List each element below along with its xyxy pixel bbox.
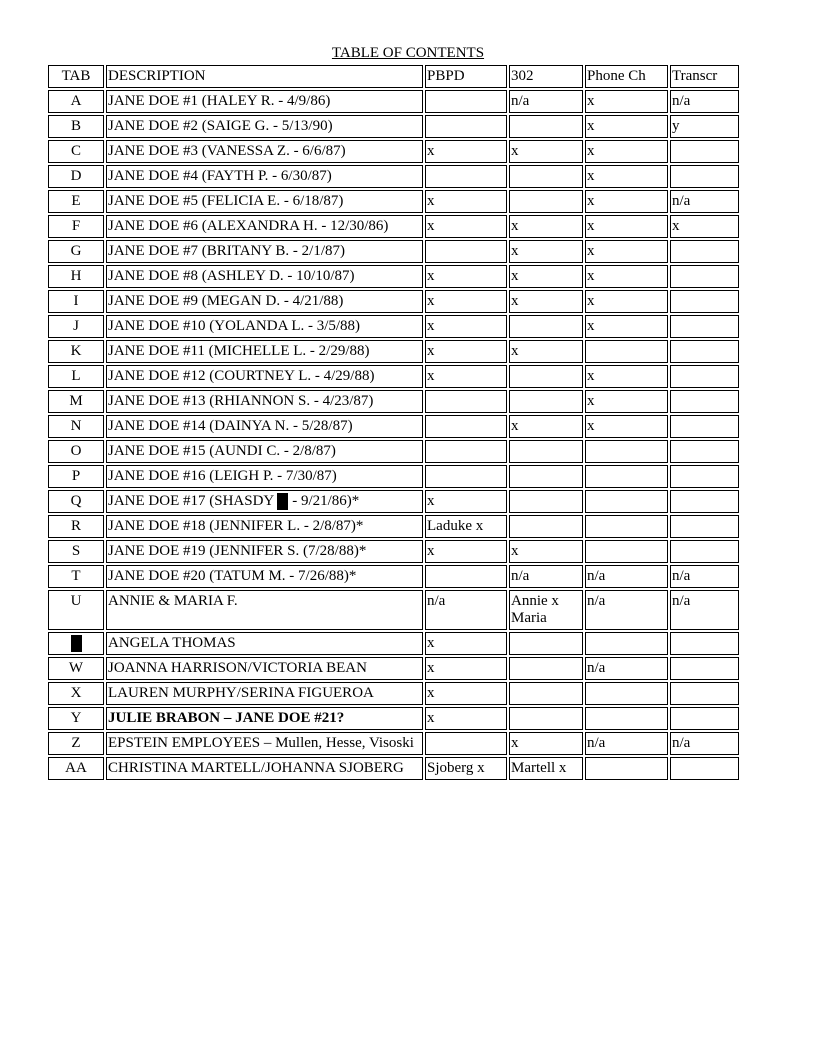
302-cell: x [509, 215, 583, 238]
description-cell: JANE DOE #14 (DAINYA N. - 5/28/87) [106, 415, 423, 438]
table-row [48, 707, 739, 730]
302-cell-line-1: Annie x [511, 593, 559, 609]
table-row [48, 115, 739, 138]
table-row [48, 415, 739, 438]
302-cell [509, 115, 583, 138]
pbpd-cell [425, 440, 507, 463]
transcr-cell [670, 632, 739, 655]
phone-cell [585, 465, 668, 488]
transcr-cell: n/a [670, 190, 739, 213]
description-cell: ANGELA THOMAS [106, 632, 423, 655]
302-cell: x [509, 265, 583, 288]
table-row [48, 190, 739, 213]
phone-cell: x [585, 315, 668, 338]
table-row [48, 732, 739, 755]
302-cell: n/a [509, 90, 583, 113]
transcr-cell [670, 365, 739, 388]
table-row [48, 540, 739, 563]
tab-cell: R [48, 515, 104, 538]
table-row [48, 90, 739, 113]
tab-cell: F [48, 215, 104, 238]
tab-cell: B [48, 115, 104, 138]
table-row [48, 140, 739, 163]
description-cell: JANE DOE #10 (YOLANDA L. - 3/5/88) [106, 315, 423, 338]
phone-cell: x [585, 190, 668, 213]
302-cell [509, 632, 583, 655]
phone-cell: x [585, 90, 668, 113]
transcr-cell [670, 490, 739, 513]
document-title: TABLE OF CONTENTS [331, 45, 485, 61]
phone-cell [585, 682, 668, 705]
table-row [48, 265, 739, 288]
transcr-cell: y [670, 115, 739, 138]
302-cell [509, 682, 583, 705]
table-row [48, 590, 739, 630]
tab-cell: I [48, 290, 104, 313]
302-cell [509, 590, 583, 630]
table-row [48, 365, 739, 388]
302-cell [509, 707, 583, 730]
table-row [48, 657, 739, 680]
302-cell-line-2: Maria [511, 610, 547, 626]
transcr-cell: x [670, 215, 739, 238]
tab-cell: A [48, 90, 104, 113]
pbpd-cell: Laduke x [425, 515, 507, 538]
pbpd-cell: x [425, 140, 507, 163]
transcr-cell [670, 165, 739, 188]
pbpd-cell [425, 165, 507, 188]
pbpd-cell [425, 565, 507, 588]
tab-cell: N [48, 415, 104, 438]
transcr-cell [670, 540, 739, 563]
transcr-cell [670, 340, 739, 363]
description-cell [106, 490, 423, 513]
pbpd-cell: Sjoberg x [425, 757, 507, 780]
302-cell: x [509, 732, 583, 755]
302-cell: x [509, 540, 583, 563]
302-cell: x [509, 140, 583, 163]
302-cell [509, 465, 583, 488]
pbpd-cell: n/a [425, 590, 507, 630]
tab-cell: Q [48, 490, 104, 513]
tab-cell: J [48, 315, 104, 338]
transcr-cell [670, 440, 739, 463]
table-row [48, 565, 739, 588]
pbpd-cell: x [425, 290, 507, 313]
transcr-cell [670, 240, 739, 263]
phone-cell: x [585, 115, 668, 138]
table-row [48, 290, 739, 313]
transcr-cell [670, 390, 739, 413]
phone-cell [585, 490, 668, 513]
phone-cell: x [585, 390, 668, 413]
tab-cell: W [48, 657, 104, 680]
pbpd-cell [425, 390, 507, 413]
302-cell [509, 390, 583, 413]
description-cell: JANE DOE #6 (ALEXANDRA H. - 12/30/86) [106, 215, 423, 238]
pbpd-cell: x [425, 657, 507, 680]
phone-cell [585, 515, 668, 538]
table-row [48, 632, 739, 655]
table-row [48, 757, 739, 780]
pbpd-cell [425, 415, 507, 438]
pbpd-cell: x [425, 315, 507, 338]
transcr-cell [670, 682, 739, 705]
transcr-cell [670, 515, 739, 538]
phone-cell: x [585, 165, 668, 188]
302-cell [509, 165, 583, 188]
phone-cell [585, 540, 668, 563]
pbpd-cell [425, 90, 507, 113]
tab-cell: U [48, 590, 104, 630]
302-cell [509, 365, 583, 388]
transcr-cell: n/a [670, 565, 739, 588]
302-cell: x [509, 290, 583, 313]
pbpd-cell: x [425, 632, 507, 655]
tab-cell: K [48, 340, 104, 363]
table-row [48, 340, 739, 363]
302-cell: n/a [509, 565, 583, 588]
table-row [48, 490, 739, 513]
302-cell: x [509, 415, 583, 438]
redaction-block [277, 493, 288, 510]
tab-cell: M [48, 390, 104, 413]
pbpd-cell [425, 732, 507, 755]
table-row [48, 390, 739, 413]
tab-cell: S [48, 540, 104, 563]
transcr-cell [670, 757, 739, 780]
phone-cell: x [585, 265, 668, 288]
transcr-cell [670, 707, 739, 730]
phone-cell: n/a [585, 732, 668, 755]
header-description: DESCRIPTION [106, 65, 423, 88]
pbpd-cell: x [425, 340, 507, 363]
pbpd-cell [425, 240, 507, 263]
transcr-cell [670, 265, 739, 288]
table-row [48, 215, 739, 238]
transcr-cell [670, 657, 739, 680]
tab-cell: H [48, 265, 104, 288]
header-transcr: Transcr [670, 65, 739, 88]
tab-cell: P [48, 465, 104, 488]
phone-cell: x [585, 415, 668, 438]
phone-cell: n/a [585, 657, 668, 680]
description-cell: JANE DOE #12 (COURTNEY L. - 4/29/88) [106, 365, 423, 388]
phone-cell: n/a [585, 590, 668, 630]
phone-cell: x [585, 215, 668, 238]
transcr-cell [670, 465, 739, 488]
302-cell: x [509, 240, 583, 263]
phone-cell: n/a [585, 565, 668, 588]
description-cell: CHRISTINA MARTELL/JOHANNA SJOBERG [106, 757, 423, 780]
302-cell: x [509, 340, 583, 363]
header-pbpd: PBPD [425, 65, 507, 88]
phone-cell [585, 757, 668, 780]
table-row [48, 515, 739, 538]
description-cell: JANE DOE #11 (MICHELLE L. - 2/29/88) [106, 340, 423, 363]
description-cell: JANE DOE #15 (AUNDI C. - 2/8/87) [106, 440, 423, 463]
description-cell: JANE DOE #9 (MEGAN D. - 4/21/88) [106, 290, 423, 313]
description-cell: EPSTEIN EMPLOYEES – Mullen, Hesse, Visoski [106, 732, 423, 755]
description-cell: JANE DOE #4 (FAYTH P. - 6/30/87) [106, 165, 423, 188]
tab-cell: T [48, 565, 104, 588]
302-cell [509, 515, 583, 538]
description-cell: JANE DOE #18 (JENNIFER L. - 2/8/87)* [106, 515, 423, 538]
302-cell [509, 440, 583, 463]
header-tab: TAB [48, 65, 104, 88]
description-cell: JANE DOE #16 (LEIGH P. - 7/30/87) [106, 465, 423, 488]
tab-cell: AA [48, 757, 104, 780]
phone-cell: x [585, 290, 668, 313]
description-cell: JOANNA HARRISON/VICTORIA BEAN [106, 657, 423, 680]
302-cell: Martell x [509, 757, 583, 780]
302-cell [509, 315, 583, 338]
phone-cell [585, 440, 668, 463]
tab-cell [48, 632, 104, 655]
phone-cell [585, 632, 668, 655]
description-cell: JANE DOE #8 (ASHLEY D. - 10/10/87) [106, 265, 423, 288]
description-cell: JANE DOE #13 (RHIANNON S. - 4/23/87) [106, 390, 423, 413]
description-cell: JANE DOE #19 (JENNIFER S. (7/28/88)* [106, 540, 423, 563]
tab-cell: Y [48, 707, 104, 730]
transcr-cell [670, 315, 739, 338]
description-cell: JANE DOE #5 (FELICIA E. - 6/18/87) [106, 190, 423, 213]
description-text-pre: JANE DOE #17 (SHASDY [108, 493, 278, 509]
pbpd-cell: x [425, 215, 507, 238]
302-cell [509, 490, 583, 513]
transcr-cell [670, 290, 739, 313]
pbpd-cell [425, 115, 507, 138]
header-302: 302 [509, 65, 583, 88]
302-cell [509, 190, 583, 213]
table-of-contents [46, 63, 741, 782]
pbpd-cell: x [425, 682, 507, 705]
table-row [48, 440, 739, 463]
pbpd-cell: x [425, 190, 507, 213]
phone-cell [585, 340, 668, 363]
transcr-cell [670, 140, 739, 163]
tab-cell: Z [48, 732, 104, 755]
description-cell: JANE DOE #1 (HALEY R. - 4/9/86) [106, 90, 423, 113]
phone-cell: x [585, 240, 668, 263]
tab-cell: O [48, 440, 104, 463]
tab-cell: G [48, 240, 104, 263]
transcr-cell: n/a [670, 732, 739, 755]
phone-cell: x [585, 140, 668, 163]
tab-cell: X [48, 682, 104, 705]
description-cell: JANE DOE #2 (SAIGE G. - 5/13/90) [106, 115, 423, 138]
pbpd-cell: x [425, 540, 507, 563]
pbpd-cell: x [425, 490, 507, 513]
tab-cell: C [48, 140, 104, 163]
table-row [48, 465, 739, 488]
redaction-block [71, 635, 82, 652]
pbpd-cell [425, 465, 507, 488]
tab-cell: L [48, 365, 104, 388]
description-text-post: - 9/21/86)* [288, 493, 360, 509]
table-row [48, 315, 739, 338]
table-header-row [48, 65, 739, 88]
description-cell: JANE DOE #3 (VANESSA Z. - 6/6/87) [106, 140, 423, 163]
description-cell: JULIE BRABON – JANE DOE #21? [106, 707, 423, 730]
description-cell: JANE DOE #7 (BRITANY B. - 2/1/87) [106, 240, 423, 263]
302-cell [509, 657, 583, 680]
description-cell: ANNIE & MARIA F. [106, 590, 423, 630]
tab-cell: E [48, 190, 104, 213]
header-phone-ch: Phone Ch [585, 65, 668, 88]
table-row [48, 165, 739, 188]
phone-cell [585, 707, 668, 730]
pbpd-cell: x [425, 265, 507, 288]
transcr-cell: n/a [670, 590, 739, 630]
description-cell: JANE DOE #20 (TATUM M. - 7/26/88)* [106, 565, 423, 588]
phone-cell: x [585, 365, 668, 388]
transcr-cell: n/a [670, 90, 739, 113]
tab-cell: D [48, 165, 104, 188]
description-cell: LAUREN MURPHY/SERINA FIGUEROA [106, 682, 423, 705]
transcr-cell [670, 415, 739, 438]
pbpd-cell: x [425, 707, 507, 730]
table-row [48, 240, 739, 263]
table-row [48, 682, 739, 705]
pbpd-cell: x [425, 365, 507, 388]
